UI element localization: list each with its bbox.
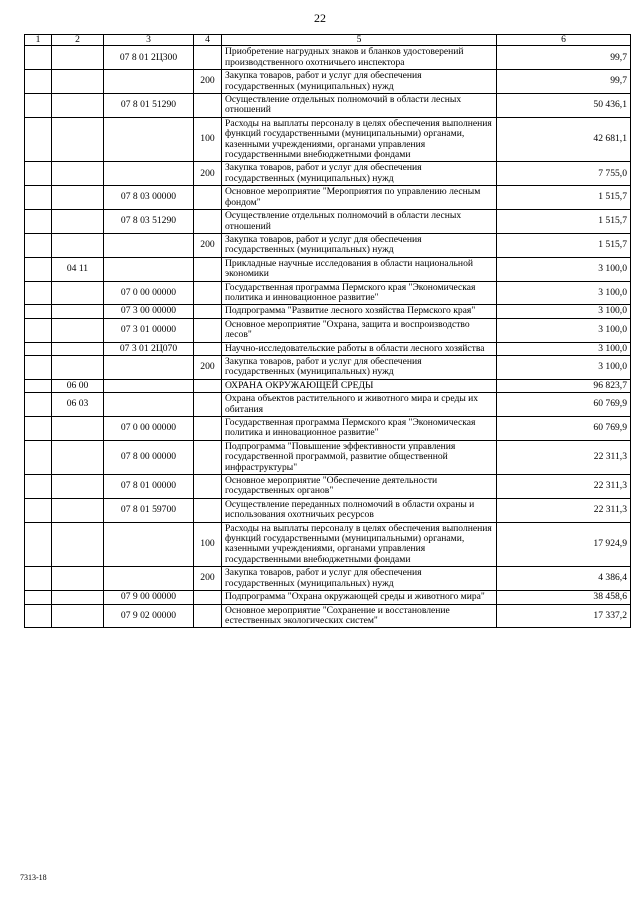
budget-table <box>24 34 631 628</box>
subsection-cell <box>52 604 104 628</box>
amount-cell: 22 311,3 <box>497 498 631 522</box>
expense-type-cell: 200 <box>194 233 222 257</box>
expense-type-cell <box>194 417 222 441</box>
expense-type-cell <box>194 440 222 474</box>
amount-cell: 7 755,0 <box>497 162 631 186</box>
section-cell <box>25 318 52 342</box>
description-cell: Научно-исследовательские работы в области лесного хозяйства <box>222 342 497 355</box>
expense-type-cell <box>194 379 222 392</box>
section-cell <box>25 117 52 162</box>
amount-cell: 3 100,0 <box>497 281 631 305</box>
amount-cell: 1 515,7 <box>497 233 631 257</box>
expense-type-cell <box>194 46 222 70</box>
target-article-cell: 07 8 01 51290 <box>104 94 194 118</box>
description-cell: Основное мероприятие "Охрана, защита и воспроизводство лесов" <box>222 318 497 342</box>
amount-cell: 3 100,0 <box>497 355 631 379</box>
description-cell: Подпрограмма "Охрана окружающей среды и животного мира" <box>222 591 497 604</box>
description-cell: Закупка товаров, работ и услуг для обеспечения государственных (муниципальных) нужд <box>222 233 497 257</box>
subsection-cell <box>52 305 104 318</box>
target-article-cell: 07 8 03 00000 <box>104 186 194 210</box>
section-cell <box>25 342 52 355</box>
description-cell: Государственная программа Пермского края "Экономическая политика и инновационное развитие" <box>222 281 497 305</box>
subsection-cell: 04 11 <box>52 257 104 281</box>
section-cell <box>25 591 52 604</box>
expense-type-cell <box>194 210 222 234</box>
subsection-cell <box>52 591 104 604</box>
subsection-cell <box>52 440 104 474</box>
footer-code: 7313-18 <box>20 873 47 882</box>
target-article-cell <box>104 70 194 94</box>
section-cell <box>25 233 52 257</box>
table-row <box>25 46 631 70</box>
amount-cell: 38 458,6 <box>497 591 631 604</box>
target-article-cell: 07 0 00 00000 <box>104 417 194 441</box>
subsection-cell: 06 00 <box>52 379 104 392</box>
table-body <box>25 46 631 628</box>
description-cell: Подпрограмма "Повышение эффективности управления государственной программой, развитие общественной инфраструктуры" <box>222 440 497 474</box>
amount-cell: 60 769,9 <box>497 393 631 417</box>
amount-cell: 99,7 <box>497 70 631 94</box>
amount-cell: 3 100,0 <box>497 318 631 342</box>
amount-cell: 3 100,0 <box>497 305 631 318</box>
target-article-cell: 07 3 01 2Ц070 <box>104 342 194 355</box>
target-article-cell <box>104 522 194 567</box>
description-cell: Закупка товаров, работ и услуг для обеспечения государственных (муниципальных) нужд <box>222 70 497 94</box>
subsection-cell <box>52 318 104 342</box>
table-row <box>25 355 631 379</box>
table-row <box>25 379 631 392</box>
description-cell: Прикладные научные исследования в области национальной экономики <box>222 257 497 281</box>
table-row <box>25 393 631 417</box>
section-cell <box>25 417 52 441</box>
amount-cell: 50 436,1 <box>497 94 631 118</box>
subsection-cell <box>52 417 104 441</box>
description-cell: Государственная программа Пермского края "Экономическая политика и инновационное развитие" <box>222 417 497 441</box>
expense-type-cell <box>194 498 222 522</box>
section-cell <box>25 162 52 186</box>
expense-type-cell <box>194 591 222 604</box>
description-cell: Охрана объектов растительного и животного мира и среды их обитания <box>222 393 497 417</box>
table-row <box>25 604 631 628</box>
section-cell <box>25 186 52 210</box>
section-cell <box>25 305 52 318</box>
amount-cell: 99,7 <box>497 46 631 70</box>
table-row <box>25 417 631 441</box>
section-cell <box>25 440 52 474</box>
description-cell: Осуществление отдельных полномочий в области лесных отношений <box>222 94 497 118</box>
target-article-cell: 07 9 00 00000 <box>104 591 194 604</box>
table-row <box>25 522 631 567</box>
expense-type-cell <box>194 186 222 210</box>
expense-type-cell <box>194 475 222 499</box>
subsection-cell <box>52 522 104 567</box>
amount-cell: 3 100,0 <box>497 342 631 355</box>
expense-type-cell <box>194 305 222 318</box>
amount-cell: 1 515,7 <box>497 186 631 210</box>
target-article-cell <box>104 379 194 392</box>
table-row <box>25 440 631 474</box>
expense-type-cell: 100 <box>194 117 222 162</box>
table-row <box>25 210 631 234</box>
subsection-cell <box>52 70 104 94</box>
description-cell: Закупка товаров, работ и услуг для обеспечения государственных (муниципальных) нужд <box>222 355 497 379</box>
table-row <box>25 318 631 342</box>
subsection-cell: 06 03 <box>52 393 104 417</box>
amount-cell: 22 311,3 <box>497 440 631 474</box>
description-cell: Подпрограмма "Развитие лесного хозяйства Пермского края" <box>222 305 497 318</box>
target-article-cell: 07 9 02 00000 <box>104 604 194 628</box>
target-article-cell: 07 8 01 00000 <box>104 475 194 499</box>
target-article-cell <box>104 393 194 417</box>
description-cell: Осуществление переданных полномочий в области охраны и использования охотничьих ресурсов <box>222 498 497 522</box>
section-cell <box>25 70 52 94</box>
expense-type-cell: 200 <box>194 567 222 591</box>
section-cell <box>25 475 52 499</box>
target-article-cell: 07 8 03 51290 <box>104 210 194 234</box>
table-row <box>25 70 631 94</box>
description-cell: Приобретение нагрудных знаков и бланков удостоверений производственного охотничьего инспектора <box>222 46 497 70</box>
section-cell <box>25 379 52 392</box>
column-header-3: 3 <box>104 35 194 46</box>
amount-cell: 1 515,7 <box>497 210 631 234</box>
subsection-cell <box>52 233 104 257</box>
target-article-cell: 07 0 00 00000 <box>104 281 194 305</box>
subsection-cell <box>52 46 104 70</box>
expense-type-cell <box>194 604 222 628</box>
amount-cell: 96 823,7 <box>497 379 631 392</box>
amount-cell: 17 337,2 <box>497 604 631 628</box>
expense-type-cell <box>194 94 222 118</box>
column-header-6: 6 <box>497 35 631 46</box>
description-cell: Расходы на выплаты персоналу в целях обеспечения выполнения функций государственными (муниципальными) органами, казенными учреждениями, органами управления государственными внебюджетными фондами <box>222 117 497 162</box>
target-article-cell <box>104 355 194 379</box>
section-cell <box>25 522 52 567</box>
column-header-4: 4 <box>194 35 222 46</box>
subsection-cell <box>52 162 104 186</box>
table-row <box>25 162 631 186</box>
table-row <box>25 591 631 604</box>
section-cell <box>25 281 52 305</box>
table-row <box>25 475 631 499</box>
subsection-cell <box>52 475 104 499</box>
target-article-cell: 07 8 01 59700 <box>104 498 194 522</box>
target-article-cell: 07 3 01 00000 <box>104 318 194 342</box>
target-article-cell: 07 8 00 00000 <box>104 440 194 474</box>
header-row <box>25 35 631 46</box>
expense-type-cell: 200 <box>194 355 222 379</box>
subsection-cell <box>52 210 104 234</box>
table-row <box>25 342 631 355</box>
section-cell <box>25 46 52 70</box>
description-cell: Закупка товаров, работ и услуг для обеспечения государственных (муниципальных) нужд <box>222 162 497 186</box>
page-number: 22 <box>314 11 326 25</box>
target-article-cell <box>104 257 194 281</box>
target-article-cell: 07 3 00 00000 <box>104 305 194 318</box>
amount-cell: 4 386,4 <box>497 567 631 591</box>
subsection-cell <box>52 355 104 379</box>
description-cell: Основное мероприятие "Обеспечение деятельности государственных органов" <box>222 475 497 499</box>
description-cell: Закупка товаров, работ и услуг для обеспечения государственных (муниципальных) нужд <box>222 567 497 591</box>
section-cell <box>25 94 52 118</box>
expense-type-cell <box>194 342 222 355</box>
expense-type-cell: 100 <box>194 522 222 567</box>
subsection-cell <box>52 94 104 118</box>
expense-type-cell: 200 <box>194 162 222 186</box>
section-cell <box>25 210 52 234</box>
target-article-cell <box>104 233 194 257</box>
column-header-5: 5 <box>222 35 497 46</box>
description-cell: Основное мероприятие "Мероприятия по управлению лесным фондом" <box>222 186 497 210</box>
description-cell: Осуществление отдельных полномочий в области лесных отношений <box>222 210 497 234</box>
subsection-cell <box>52 342 104 355</box>
amount-cell: 42 681,1 <box>497 117 631 162</box>
table-row <box>25 94 631 118</box>
table-row <box>25 305 631 318</box>
section-cell <box>25 393 52 417</box>
table-row <box>25 186 631 210</box>
table-row <box>25 117 631 162</box>
amount-cell: 60 769,9 <box>497 417 631 441</box>
section-cell <box>25 567 52 591</box>
amount-cell: 17 924,9 <box>497 522 631 567</box>
section-cell <box>25 257 52 281</box>
section-cell <box>25 355 52 379</box>
table-row <box>25 281 631 305</box>
amount-cell: 22 311,3 <box>497 475 631 499</box>
table-row <box>25 498 631 522</box>
subsection-cell <box>52 117 104 162</box>
table-row <box>25 567 631 591</box>
description-cell: Основное мероприятие "Сохранение и восстановление естественных экологических систем" <box>222 604 497 628</box>
column-header-1: 1 <box>25 35 52 46</box>
subsection-cell <box>52 186 104 210</box>
expense-type-cell <box>194 318 222 342</box>
target-article-cell: 07 8 01 2Ц300 <box>104 46 194 70</box>
target-article-cell <box>104 567 194 591</box>
subsection-cell <box>52 281 104 305</box>
target-article-cell <box>104 162 194 186</box>
subsection-cell <box>52 567 104 591</box>
expense-type-cell: 200 <box>194 70 222 94</box>
subsection-cell <box>52 498 104 522</box>
description-cell: Расходы на выплаты персоналу в целях обеспечения выполнения функций государственными (муниципальными) органами, казенными учреждениями, органами управления государственными внебюджетными фондами <box>222 522 497 567</box>
description-cell: ОХРАНА ОКРУЖАЮЩЕЙ СРЕДЫ <box>222 379 497 392</box>
section-cell <box>25 604 52 628</box>
expense-type-cell <box>194 257 222 281</box>
column-header-2: 2 <box>52 35 104 46</box>
section-cell <box>25 498 52 522</box>
expense-type-cell <box>194 393 222 417</box>
target-article-cell <box>104 117 194 162</box>
table-row <box>25 257 631 281</box>
amount-cell: 3 100,0 <box>497 257 631 281</box>
table-row <box>25 233 631 257</box>
expense-type-cell <box>194 281 222 305</box>
